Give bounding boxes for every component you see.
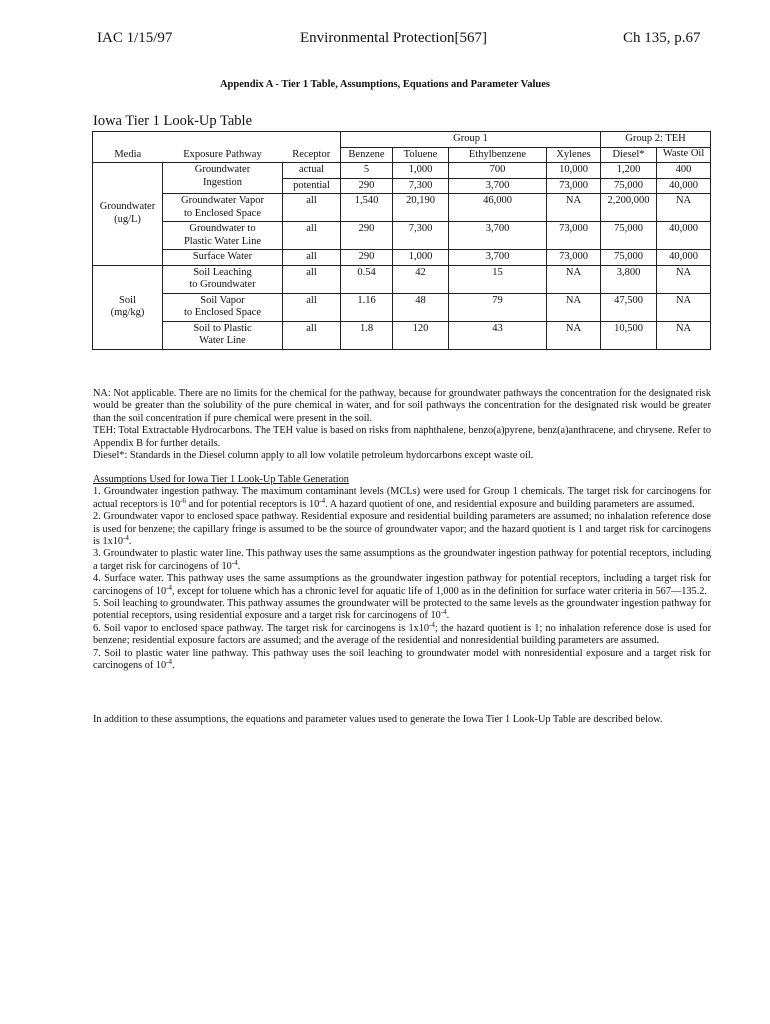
receptor-cell: all bbox=[283, 250, 341, 266]
value-cell: NA bbox=[657, 293, 711, 321]
value-cell: 1.16 bbox=[341, 293, 393, 321]
value-cell: 47,500 bbox=[601, 293, 657, 321]
media-unit: (mg/kg) bbox=[110, 307, 145, 318]
value-cell: 1,000 bbox=[393, 163, 449, 179]
value-cell: 42 bbox=[393, 265, 449, 293]
value-cell: 75,000 bbox=[601, 222, 657, 250]
header-left: IAC 1/15/97 bbox=[97, 30, 173, 46]
pathway-line: Soil to Plastic bbox=[193, 322, 252, 334]
text: 1. Groundwater ingestion pathway. The maximum contaminant levels (MCLs) were used for Group 1 chemicals. The target risk for carcinogens for actual receptors is 10 bbox=[93, 486, 711, 510]
assumption-item bbox=[93, 511, 711, 548]
text: 4. Surface water. This pathway uses the same assumptions as the groundwater ingestion pathway for potential receptors, including a target risk for carcinogens of 10 bbox=[93, 573, 711, 597]
note-teh: TEH: Total Extractable Hydrocarbons. The TEH value is based on risks from naphthalene, benzo(a)pyrene, benz(a)anthracene, and chrysene. Refer to Appendix B for further details. bbox=[93, 425, 711, 449]
col-media-header: Media bbox=[93, 132, 163, 163]
value-cell: 290 bbox=[341, 250, 393, 266]
text: , except for toluene which has a chronic level for aquatic life of 1,000 as in the definition for surface water criteria in 567—135.2. bbox=[172, 585, 708, 597]
receptor-cell: actual bbox=[283, 163, 341, 179]
table-row bbox=[93, 321, 711, 349]
value-cell: 79 bbox=[449, 293, 547, 321]
pathway-line: to Groundwater bbox=[189, 279, 256, 290]
value-cell: 10,000 bbox=[547, 163, 601, 179]
media-soil bbox=[93, 265, 163, 349]
superscript: -4 bbox=[166, 658, 173, 667]
col-receptor-header: Receptor bbox=[283, 132, 341, 163]
assumption-item bbox=[93, 548, 711, 573]
chem-header: Xylenes bbox=[547, 147, 601, 163]
table-row bbox=[93, 163, 711, 179]
superscript: -4 bbox=[166, 583, 173, 592]
text: and for potential receptors is 10 bbox=[186, 498, 320, 510]
closing-paragraph: In addition to these assumptions, the equations and parameter values used to generate the Iowa Tier 1 Look-Up Table are described below. bbox=[93, 714, 663, 725]
note-diesel: Diesel*: Standards in the Diesel column apply to all low volatile petroleum hydorcarbons except waste oil. bbox=[93, 450, 534, 462]
value-cell: 7,300 bbox=[393, 178, 449, 194]
value-cell: NA bbox=[547, 265, 601, 293]
appendix-title: Appendix A - Tier 1 Table, Assumptions, Equations and Parameter Values bbox=[219, 79, 551, 90]
text: 7. Soil to plastic water line pathway. This pathway uses the soil leaching to groundwater model with nonresidential exposure and a target risk for carcinogens of 10 bbox=[93, 647, 711, 672]
value-cell: 400 bbox=[657, 163, 711, 179]
superscript: -4 bbox=[429, 620, 435, 629]
text: . bbox=[446, 610, 450, 622]
text: 5. Soil leaching to groundwater. This pathway assumes the groundwater will be protected to the same levels as the groundwater ingestion pathway for potential receptors, using residential exposure and a target risk for carcinogens of 10 bbox=[93, 598, 711, 622]
chem-header: Waste Oil bbox=[657, 147, 711, 163]
pathway-line: Groundwater Vapor bbox=[181, 195, 264, 206]
lookup-table bbox=[92, 131, 711, 350]
value-cell: NA bbox=[657, 265, 711, 293]
value-cell: NA bbox=[657, 321, 711, 349]
value-cell: 73,000 bbox=[547, 178, 601, 194]
group2-header: Group 2: TEH bbox=[601, 132, 711, 148]
value-cell: 290 bbox=[341, 178, 393, 194]
pathway-cell bbox=[163, 194, 283, 222]
value-cell: 40,000 bbox=[657, 178, 711, 194]
header-center: Environmental Protection[567] bbox=[300, 30, 488, 46]
value-cell: 1,200 bbox=[601, 163, 657, 179]
pathway-cell bbox=[163, 265, 283, 293]
value-cell: 1,000 bbox=[393, 250, 449, 266]
media-name: Groundwater bbox=[99, 201, 156, 213]
table-row bbox=[93, 194, 711, 222]
table-title: Iowa Tier 1 Look-Up Table bbox=[93, 113, 253, 129]
value-cell: 46,000 bbox=[449, 194, 547, 222]
text: 3. Groundwater to plastic water line. This pathway uses the same assumptions as the groundwater ingestion pathway for potential receptors, including a target risk for carcinogens of 10 bbox=[93, 548, 711, 572]
value-cell: 1.8 bbox=[341, 321, 393, 349]
pathway-line: Water Line bbox=[199, 335, 246, 346]
chem-header: Toluene bbox=[393, 147, 449, 163]
receptor-cell: potential bbox=[283, 178, 341, 194]
table-row bbox=[93, 265, 711, 293]
assumption-item bbox=[93, 598, 711, 623]
table-row bbox=[93, 293, 711, 321]
pathway-cell: Surface Water bbox=[163, 250, 283, 266]
pathway-cell bbox=[163, 321, 283, 349]
value-cell: NA bbox=[547, 321, 601, 349]
text: 2. Groundwater vapor to enclosed space pathway. Residential exposure and residential building parameters are assumed; no inhalation reference dose is used for benzene; the capillary fringe is assumed to be the source of groundwater vapor; and the hazard quotient is 1 and target risk for carcinogens is 1x10 bbox=[93, 511, 711, 548]
pathway-line: Plastic Water Line bbox=[183, 235, 262, 247]
value-cell: NA bbox=[547, 194, 601, 222]
text: . bbox=[128, 536, 132, 548]
value-cell: 700 bbox=[449, 163, 547, 179]
value-cell: 1,540 bbox=[341, 194, 393, 222]
superscript: -4 bbox=[123, 534, 129, 543]
value-cell: 3,700 bbox=[449, 222, 547, 250]
assumption-item bbox=[93, 648, 711, 673]
pathway-line: Ingestion bbox=[202, 176, 243, 188]
text: . bbox=[172, 660, 175, 672]
receptor-cell: all bbox=[283, 194, 341, 222]
pathway-cell bbox=[163, 293, 283, 321]
value-cell: 75,000 bbox=[601, 250, 657, 266]
value-cell: 0.54 bbox=[341, 265, 393, 293]
superscript: -4 bbox=[319, 496, 326, 505]
table-notes bbox=[93, 388, 711, 462]
receptor-cell: all bbox=[283, 321, 341, 349]
value-cell: 3,800 bbox=[601, 265, 657, 293]
note-na: NA: Not applicable. There are no limits for the chemical for the pathway, because for groundwater pathways the concentration for the designated risk would be greater than the solubility of the pure chemical in water, and for soil pathways the concentration for the designated risk would be greater than the soil concentration if pure chemical were present in the soil. bbox=[93, 388, 711, 424]
value-cell: 48 bbox=[393, 293, 449, 321]
header-right: Ch 135, p.67 bbox=[623, 30, 701, 46]
assumption-item bbox=[93, 573, 711, 598]
value-cell: 2,200,000 bbox=[601, 194, 657, 222]
text: . A hazard quotient of one, and residential exposure and building parameters are assumed. bbox=[325, 498, 695, 510]
group1-header: Group 1 bbox=[341, 132, 601, 148]
media-groundwater bbox=[93, 163, 163, 266]
value-cell: 73,000 bbox=[547, 250, 601, 266]
value-cell: 75,000 bbox=[601, 178, 657, 194]
receptor-cell: all bbox=[283, 222, 341, 250]
value-cell: 120 bbox=[393, 321, 449, 349]
value-cell: 20,190 bbox=[393, 194, 449, 222]
pathway-line: Soil Vapor bbox=[200, 294, 245, 306]
chem-header: Benzene bbox=[341, 147, 393, 163]
value-cell: NA bbox=[547, 293, 601, 321]
pathway-line: Groundwater bbox=[194, 164, 251, 175]
assumption-item bbox=[93, 620, 712, 648]
text: ; the hazard quotient is 1; no inhalation reference dose is used for benzene; residential exposure factors are assumed; and the average of the residential and nonresidential building parameters are assumed. bbox=[93, 622, 712, 647]
receptor-cell: all bbox=[283, 293, 341, 321]
value-cell: NA bbox=[657, 194, 711, 222]
superscript: -6 bbox=[180, 496, 187, 505]
text: . bbox=[237, 560, 241, 572]
chem-header: Diesel* bbox=[601, 147, 657, 163]
assumptions-section bbox=[93, 474, 711, 673]
media-name: Soil bbox=[119, 294, 136, 306]
pathway-line: Groundwater to bbox=[189, 223, 256, 234]
value-cell: 7,300 bbox=[393, 222, 449, 250]
pathway-cell bbox=[163, 163, 283, 194]
receptor-cell: all bbox=[283, 265, 341, 293]
pathway-line: to Enclosed Space bbox=[184, 307, 261, 318]
col-pathway-header: Exposure Pathway bbox=[163, 132, 283, 163]
pathway-line: to Enclosed Space bbox=[184, 207, 261, 219]
assumptions-heading: Assumptions Used for Iowa Tier 1 Look-Up Table Generation bbox=[93, 474, 349, 485]
assumption-item bbox=[93, 486, 711, 511]
text: 6. Soil vapor to enclosed space pathway. The target risk for carcinogens is 1x10 bbox=[93, 622, 430, 634]
value-cell: 3,700 bbox=[449, 250, 547, 266]
table-row bbox=[93, 222, 711, 250]
table-row bbox=[93, 250, 711, 266]
value-cell: 73,000 bbox=[547, 222, 601, 250]
value-cell: 40,000 bbox=[657, 222, 711, 250]
pathway-cell bbox=[163, 222, 283, 250]
value-cell: 43 bbox=[449, 321, 547, 349]
superscript: -4 bbox=[440, 608, 447, 617]
value-cell: 15 bbox=[449, 265, 547, 293]
chem-header: Ethylbenzene bbox=[449, 147, 547, 163]
value-cell: 5 bbox=[341, 163, 393, 179]
pathway-line: Soil Leaching bbox=[193, 266, 252, 278]
value-cell: 3,700 bbox=[449, 178, 547, 194]
media-unit: (ug/L) bbox=[114, 213, 141, 225]
table-header-row-1 bbox=[93, 132, 711, 148]
value-cell: 290 bbox=[341, 222, 393, 250]
superscript: -4 bbox=[231, 558, 238, 567]
value-cell: 40,000 bbox=[657, 250, 711, 266]
value-cell: 10,500 bbox=[601, 321, 657, 349]
